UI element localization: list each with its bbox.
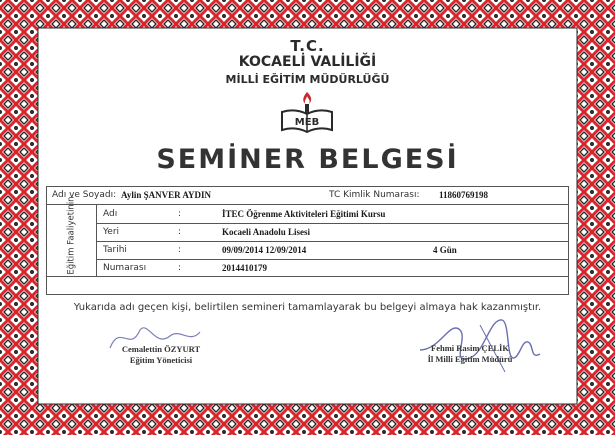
activity-group-label: Eğitim Faaliyetinin (66, 196, 77, 275)
header-line-tc: T.C. (290, 37, 325, 55)
activity-date-label: Tarihi (103, 245, 127, 255)
left-signer-name: Cemalettin ÖZYURT (121, 344, 201, 354)
activity-name-value: İTEC Öğrenme Aktiviteleri Eğitimi Kursu (222, 209, 386, 219)
logo-text: MEB (294, 117, 320, 128)
right-signer-title: İl Milli Eğitim Müdürü (427, 354, 513, 364)
tc-label: TC Kimlik Numarası: (329, 190, 420, 200)
right-signature-block (400, 343, 540, 365)
person-row (47, 187, 568, 205)
row-divider (47, 276, 568, 277)
header-governorship: KOCAELİ VALİLİĞİ (238, 54, 377, 70)
row-divider (96, 241, 568, 242)
name-label: Adı ve Soyadı: (52, 190, 117, 200)
info-table (46, 186, 569, 295)
row-divider (96, 223, 568, 224)
activity-group-cell (47, 196, 97, 276)
certificate-title: SEMİNER BELGESİ (156, 144, 459, 175)
activity-place-label: Yeri (103, 227, 120, 237)
activity-name-sep: : (178, 209, 182, 219)
row-divider (96, 259, 568, 260)
right-signer-name: Fehmi Rasim ÇELİK (431, 343, 509, 353)
activity-place-value: Kocaeli Anadolu Lisesi (222, 227, 311, 237)
activity-date-value: 09/09/2014 12/09/2014 (222, 245, 307, 255)
activity-number-sep: : (178, 263, 182, 273)
activity-place-sep: : (178, 227, 182, 237)
tc-value: 11860769198 (439, 190, 489, 200)
name-value: Aylin ŞANVER AYDIN (121, 190, 212, 200)
left-signature-block (96, 344, 226, 366)
meb-logo-icon (278, 90, 336, 138)
header-directorate: MİLLİ EĞİTİM MÜDÜRLÜĞÜ (225, 73, 390, 86)
certificate-statement: Yukarıda adı geçen kişi, belirtilen semineri tamamlayarak bu belgeyi almaya hak kazanmıştır. (73, 302, 542, 313)
activity-name-label: Adı (103, 209, 118, 219)
activity-date-sep: : (178, 245, 182, 255)
activity-duration-value: 4 Gün (433, 245, 457, 255)
left-signer-title: Eğitim Yöneticisi (129, 355, 193, 365)
activity-number-label: Numarası (103, 263, 147, 273)
activity-number-value: 2014410179 (222, 263, 267, 273)
